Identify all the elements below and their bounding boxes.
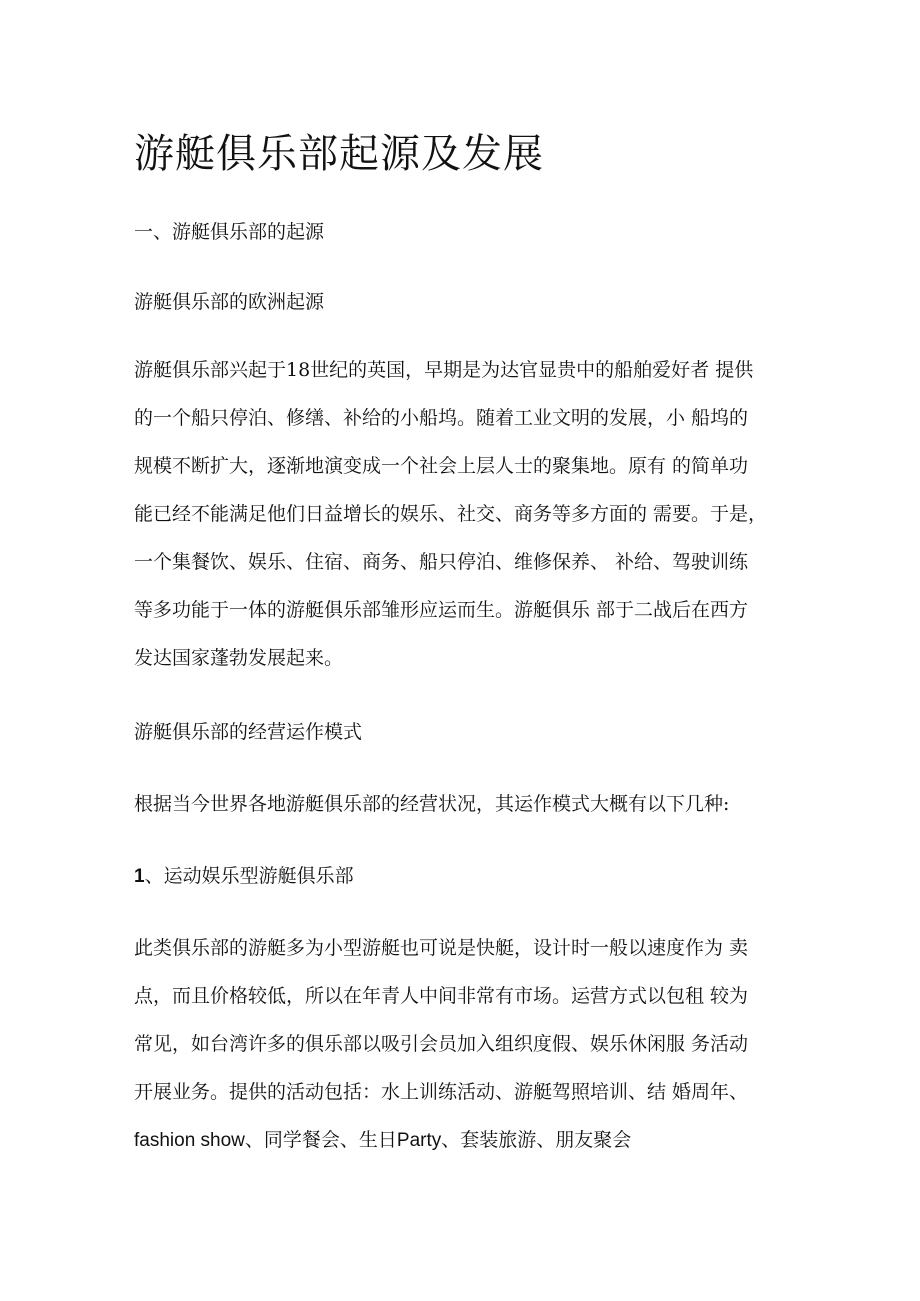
section-heading: 一、游艇俱乐部的起源 xyxy=(134,221,325,243)
list-item-number: 1 xyxy=(134,866,145,887)
item1-paragraph xyxy=(134,924,794,1164)
intro-sentence: 根据当今世界各地游艇俱乐部的经营状况，其运作模式大概有以下几种: xyxy=(134,793,730,815)
list-item-heading xyxy=(134,862,354,891)
list-item-title: 、运动娱乐型游艇俱乐部 xyxy=(144,865,354,887)
paragraph-line: 开展业务。提供的活动包括：水上训练活动、游艇驾照培训、结 婚周年、 xyxy=(134,1081,749,1103)
paragraph-line: 的一个船只停泊、修缮、补给的小船坞。随着工业文明的发展，小 船坞的 xyxy=(134,407,749,429)
fashion-show-text: fashion show xyxy=(134,1130,245,1151)
paragraph-line: 发达国家蓬勃发展起来。 xyxy=(134,647,344,669)
paragraph-line: 等多功能于一体的游艇俱乐部雏形应运而生。游艇俱乐 部于二战后在西方 xyxy=(134,599,749,621)
subheading-europe-origin: 游艇俱乐部的欧洲起源 xyxy=(134,291,325,313)
party-text: Party xyxy=(396,1130,442,1151)
paragraph-line: 游艇俱乐部兴起于18世纪的英国，早期是为达官显贵中的船舶爱好者 提供 xyxy=(134,359,754,381)
paragraph-line: 规模不断扩大，逐渐地演变成一个社会上层人士的聚集地。原有 的简单功 xyxy=(134,455,749,477)
paragraph-line: 能已经不能满足他们日益增长的娱乐、社交、商务等多方面的 需要。于是， xyxy=(134,503,768,525)
paragraph-line: 点，而且价格较低，所以在年青人中间非常有市场。运营方式以包租 较为 xyxy=(134,985,749,1007)
paragraph-line: 常见，如台湾许多的俱乐部以吸引会员加入组织度假、娱乐休闲服 务活动 xyxy=(134,1033,749,1055)
paragraph-line: 一个集餐饮、娱乐、住宿、商务、船只停泊、维修保养、 补给、驾驶训练 xyxy=(134,551,749,573)
line-text: 、套装旅游、朋友聚会 xyxy=(441,1129,632,1151)
origin-paragraph xyxy=(134,346,794,682)
subheading-operation-mode: 游艇俱乐部的经营运作模式 xyxy=(134,721,363,743)
line-text: 、同学餐会、生日 xyxy=(244,1129,397,1151)
document-title: 游艇俱乐部起源及发展 xyxy=(134,131,544,177)
paragraph-line: 此类俱乐部的游艇多为小型游艇也可说是快艇，设计时一般以速度作为 卖 xyxy=(134,937,749,959)
paragraph-line xyxy=(134,1116,794,1164)
